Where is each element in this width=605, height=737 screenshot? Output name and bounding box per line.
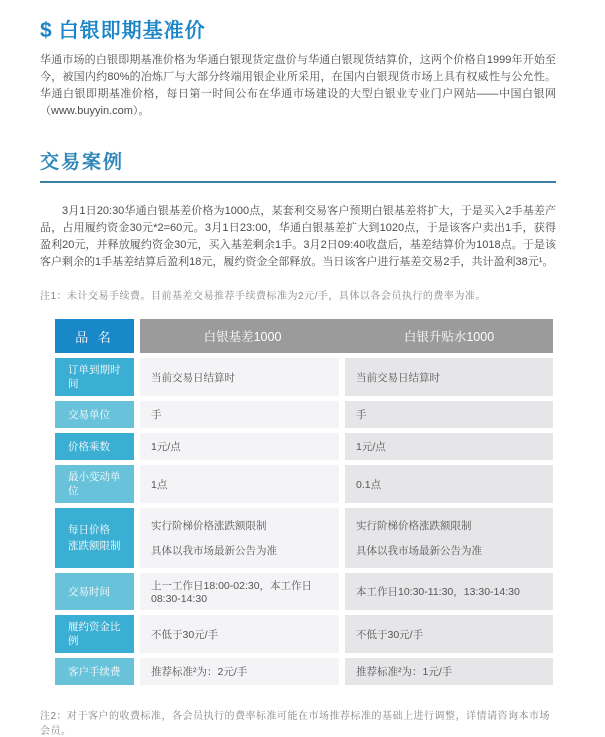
cell-silver-premium: 手 xyxy=(345,401,553,428)
cell-silver-premium: 推荐标准²为：1元/手 xyxy=(345,658,553,685)
row-label: 交易时间 xyxy=(55,573,134,610)
row-label: 价格乘数 xyxy=(55,433,134,460)
row-label: 交易单位 xyxy=(55,401,134,428)
cell-silver-premium: 实行阶梯价格涨跌额限制 具体以我市场最新公告为准 xyxy=(345,508,553,568)
cell-silver-basis: 推荐标准²为：2元/手 xyxy=(140,658,339,685)
table-header-product-name: 品 名 xyxy=(55,319,134,353)
footnote-2: 注2：对于客户的收费标准，各会员执行的费率标准可能在市场推荐标准的基础上进行调整，详情请咨询本市场会员。 xyxy=(40,711,551,737)
table-header-band xyxy=(140,319,553,353)
cell-silver-basis: 上一工作日18:00-02:30，本工作日08:30-14:30 xyxy=(140,573,339,610)
table-header-silver-premium: 白银升贴水1000 xyxy=(403,330,495,344)
cell-silver-premium: 本工作日10:30-11:30，13:30-14:30 xyxy=(345,573,553,610)
cell-silver-basis: 不低于30元/手 xyxy=(140,615,339,653)
cell-silver-basis: 当前交易日结算时 xyxy=(140,358,339,396)
page-title: 白银即期基准价 xyxy=(58,20,206,42)
cell-silver-premium: 当前交易日结算时 xyxy=(345,358,553,396)
case-paragraph: 3月1日20:30华通白银基差价格为1000点，某套利交易客户预期白银基差将扩大，于是买入2手基差产品，占用履约资金30元*2=60元。3月1日23:00，华通白银基差扩大到1020点，于是该客户卖出1手，获得盈利20元，并释放履约资金30元，买入基差剩余1手。3月2日09:40收盘后，基差结算价为1018点。于是该客户剩余的1手基差结算后盈利18元，履约资金全部释放。当日该客户进行基差交易2手，共计盈利38元¹。 xyxy=(40,205,556,268)
cell-silver-premium: 1元/点 xyxy=(345,433,553,460)
row-label: 最小变动单位 xyxy=(55,465,134,503)
cell-silver-premium: 0.1点 xyxy=(345,465,553,503)
row-label: 订单到期时间 xyxy=(55,358,134,396)
cell-silver-basis: 手 xyxy=(140,401,339,428)
dollar-icon: $ xyxy=(40,19,52,42)
cell-silver-premium: 不低于30元/手 xyxy=(345,615,553,653)
row-label: 每日价格 涨跌额限制 xyxy=(55,508,134,568)
cell-silver-basis: 实行阶梯价格涨跌额限制 具体以我市场最新公告为准 xyxy=(140,508,339,568)
intro-paragraph: 华通市场的白银即期基准价格为华通白银现货定盘价与华通白银现货结算价，这两个价格自1999年开始至今，被国内约80%的冶炼厂与大部分终端用银企业所采用，在国内白银现货市场上具有权威性与公允性。华通白银即期基准价格，每日第一时间公布在华通市场建设的大型白银业专业门户网站——中国白银网（www.buyyin.com）。 xyxy=(40,54,556,117)
product-spec-table xyxy=(55,319,553,685)
page-title-row xyxy=(40,14,556,43)
row-label: 客户手续费 xyxy=(55,658,134,685)
section-heading-case: 交易案例 xyxy=(40,147,556,183)
row-label: 履约资金比例 xyxy=(55,615,134,653)
cell-silver-basis: 1元/点 xyxy=(140,433,339,460)
cell-silver-basis: 1点 xyxy=(140,465,339,503)
table-header-silver-basis: 白银基差1000 xyxy=(203,330,282,344)
footnote-1: 注1：未计交易手续费。目前基差交易推荐手续费标准为2元/手，具体以各会员执行的费率为准。 xyxy=(40,291,486,302)
